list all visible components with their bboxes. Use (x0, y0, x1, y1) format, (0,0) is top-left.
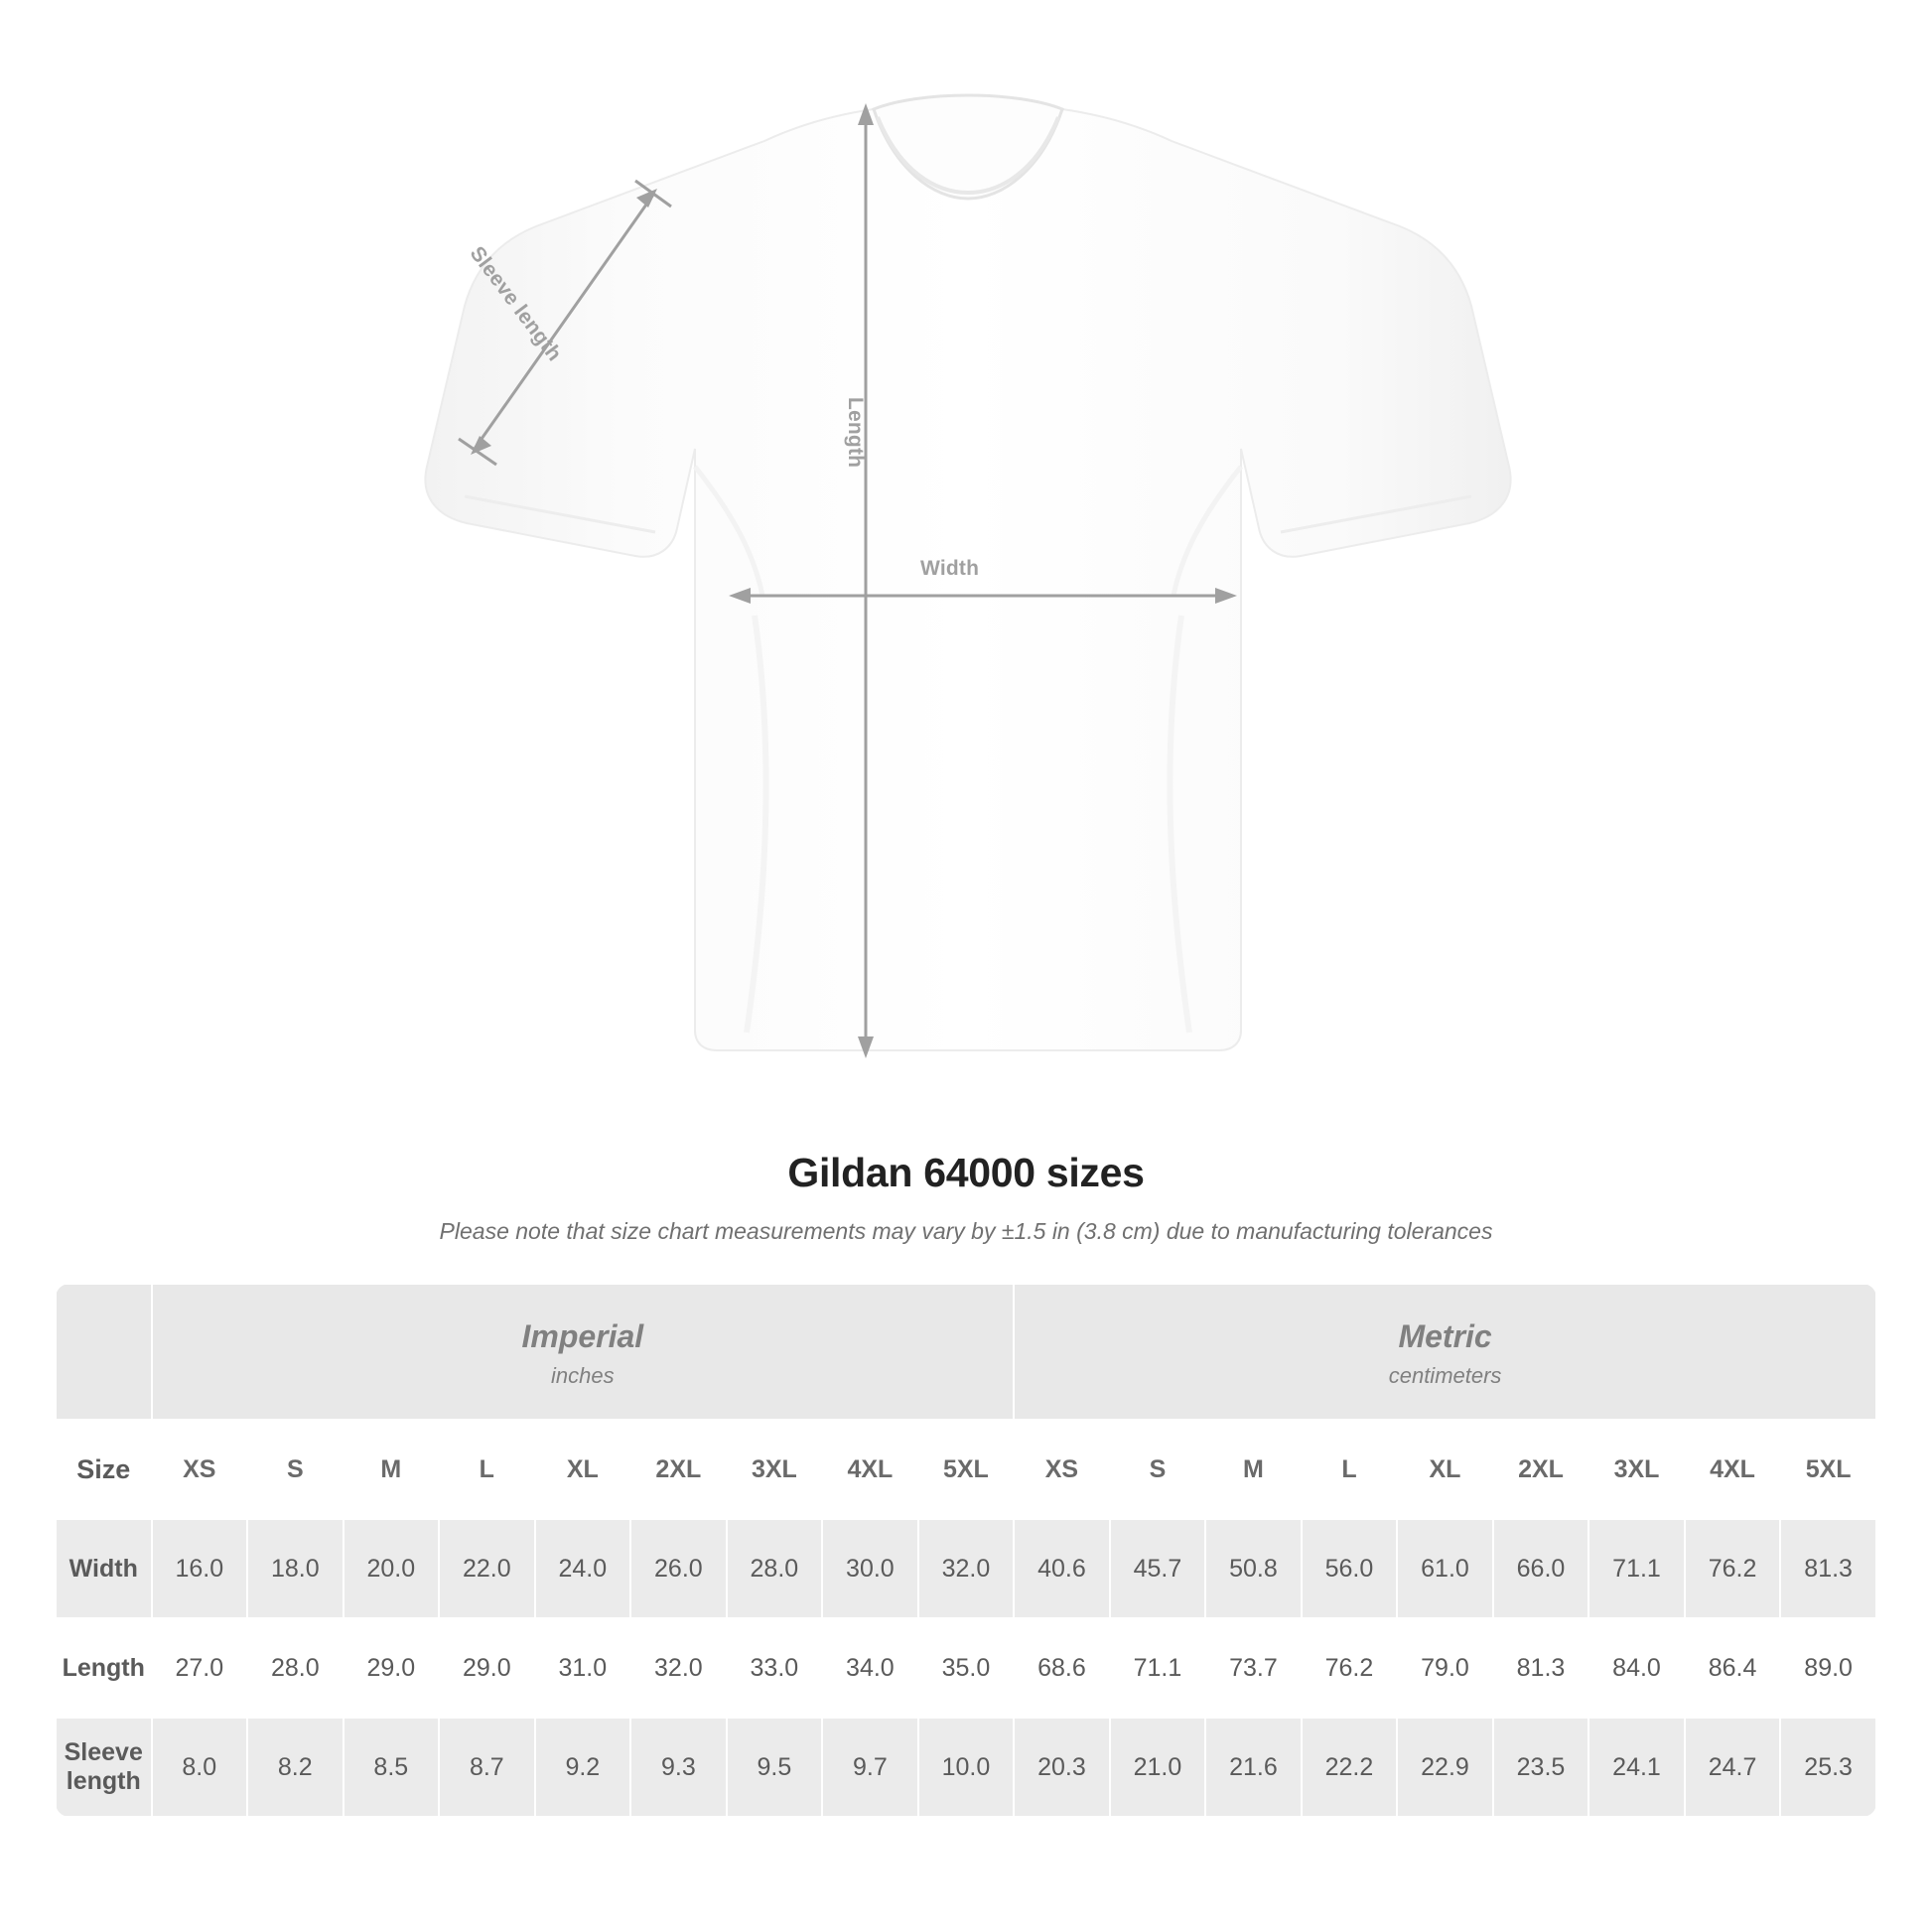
cell-value: 10.0 (918, 1718, 1015, 1817)
cell-value: 40.6 (1014, 1519, 1110, 1618)
cell-value: 73.7 (1205, 1618, 1302, 1718)
size-table (55, 1283, 1877, 1818)
cell-value: 89.0 (1780, 1618, 1876, 1718)
size-header-cell: 3XL (1588, 1420, 1685, 1519)
size-header-cell: S (247, 1420, 344, 1519)
cell-value: 32.0 (630, 1618, 727, 1718)
cell-value: 26.0 (630, 1519, 727, 1618)
cell-value: 22.9 (1397, 1718, 1493, 1817)
cell-value: 71.1 (1110, 1618, 1206, 1718)
cell-value: 50.8 (1205, 1519, 1302, 1618)
cell-value: 79.0 (1397, 1618, 1493, 1718)
tolerance-note: Please note that size chart measurements may vary by ±1.5 in (3.8 cm) due to manufacturing tolerances (439, 1218, 1493, 1244)
cell-value: 20.3 (1014, 1718, 1110, 1817)
size-header-cell: XL (1397, 1420, 1493, 1519)
size-header-label: Size (56, 1420, 152, 1519)
size-header-cell: 4XL (1685, 1420, 1781, 1519)
cell-value: 16.0 (152, 1519, 248, 1618)
cell-value: 27.0 (152, 1618, 248, 1718)
size-header-cell: M (344, 1420, 440, 1519)
size-table-wrapper (55, 1283, 1877, 1818)
cell-value: 30.0 (822, 1519, 918, 1618)
cell-value: 24.0 (535, 1519, 631, 1618)
size-header-cell: 3XL (727, 1420, 823, 1519)
cell-value: 29.0 (439, 1618, 535, 1718)
cell-value: 45.7 (1110, 1519, 1206, 1618)
row-label-width: Width (56, 1519, 152, 1618)
size-header-cell: L (439, 1420, 535, 1519)
unit-group-imperial-sub: inches (551, 1363, 615, 1388)
cell-value: 8.5 (344, 1718, 440, 1817)
cell-value: 8.2 (247, 1718, 344, 1817)
cell-value: 66.0 (1493, 1519, 1589, 1618)
row-label-sleeve-length: Sleeve length (56, 1718, 152, 1817)
cell-value: 20.0 (344, 1519, 440, 1618)
page-title: Gildan 64000 sizes (787, 1150, 1145, 1195)
unit-group-imperial-name: Imperial (521, 1318, 644, 1354)
cell-value: 28.0 (247, 1618, 344, 1718)
size-header-cell: 4XL (822, 1420, 918, 1519)
row-label-length: Length (56, 1618, 152, 1718)
chart-heading-block (0, 1150, 1932, 1245)
cell-value: 9.5 (727, 1718, 823, 1817)
cell-value: 24.7 (1685, 1718, 1781, 1817)
cell-value: 23.5 (1493, 1718, 1589, 1817)
unit-header-row (56, 1284, 1876, 1420)
table-row (56, 1618, 1876, 1718)
length-dimension-label: Length (844, 397, 867, 469)
cell-value: 29.0 (344, 1618, 440, 1718)
unit-header-corner (56, 1284, 152, 1420)
size-header-row (56, 1420, 1876, 1519)
size-header-cell: 5XL (918, 1420, 1015, 1519)
cell-value: 9.7 (822, 1718, 918, 1817)
size-header-cell: L (1302, 1420, 1398, 1519)
unit-group-metric-sub: centimeters (1388, 1363, 1502, 1388)
cell-value: 9.3 (630, 1718, 727, 1817)
cell-value: 68.6 (1014, 1618, 1110, 1718)
cell-value: 33.0 (727, 1618, 823, 1718)
sleeve-length-dimension-label: Sleeve length (465, 242, 567, 366)
cell-value: 22.0 (439, 1519, 535, 1618)
cell-value: 61.0 (1397, 1519, 1493, 1618)
unit-group-metric (1014, 1284, 1876, 1420)
size-header-cell: 5XL (1780, 1420, 1876, 1519)
cell-value: 81.3 (1780, 1519, 1876, 1618)
size-header-cell: 2XL (1493, 1420, 1589, 1519)
cell-value: 31.0 (535, 1618, 631, 1718)
size-header-cell: 2XL (630, 1420, 727, 1519)
cell-value: 18.0 (247, 1519, 344, 1618)
cell-value: 76.2 (1685, 1519, 1781, 1618)
cell-value: 28.0 (727, 1519, 823, 1618)
cell-value: 25.3 (1780, 1718, 1876, 1817)
width-dimension-label: Width (920, 557, 980, 580)
cell-value: 8.7 (439, 1718, 535, 1817)
cell-value: 71.1 (1588, 1519, 1685, 1618)
size-header-cell: M (1205, 1420, 1302, 1519)
cell-value: 9.2 (535, 1718, 631, 1817)
cell-value: 56.0 (1302, 1519, 1398, 1618)
cell-value: 76.2 (1302, 1618, 1398, 1718)
cell-value: 35.0 (918, 1618, 1015, 1718)
cell-value: 34.0 (822, 1618, 918, 1718)
unit-group-imperial (152, 1284, 1015, 1420)
cell-value: 84.0 (1588, 1618, 1685, 1718)
unit-group-metric-name: Metric (1398, 1318, 1492, 1354)
cell-value: 21.6 (1205, 1718, 1302, 1817)
cell-value: 22.2 (1302, 1718, 1398, 1817)
cell-value: 86.4 (1685, 1618, 1781, 1718)
cell-value: 81.3 (1493, 1618, 1589, 1718)
size-header-cell: XS (1014, 1420, 1110, 1519)
size-header-cell: XL (535, 1420, 631, 1519)
table-row (56, 1718, 1876, 1817)
table-row (56, 1519, 1876, 1618)
cell-value: 24.1 (1588, 1718, 1685, 1817)
cell-value: 21.0 (1110, 1718, 1206, 1817)
size-header-cell: XS (152, 1420, 248, 1519)
cell-value: 32.0 (918, 1519, 1015, 1618)
cell-value: 8.0 (152, 1718, 248, 1817)
size-header-cell: S (1110, 1420, 1206, 1519)
